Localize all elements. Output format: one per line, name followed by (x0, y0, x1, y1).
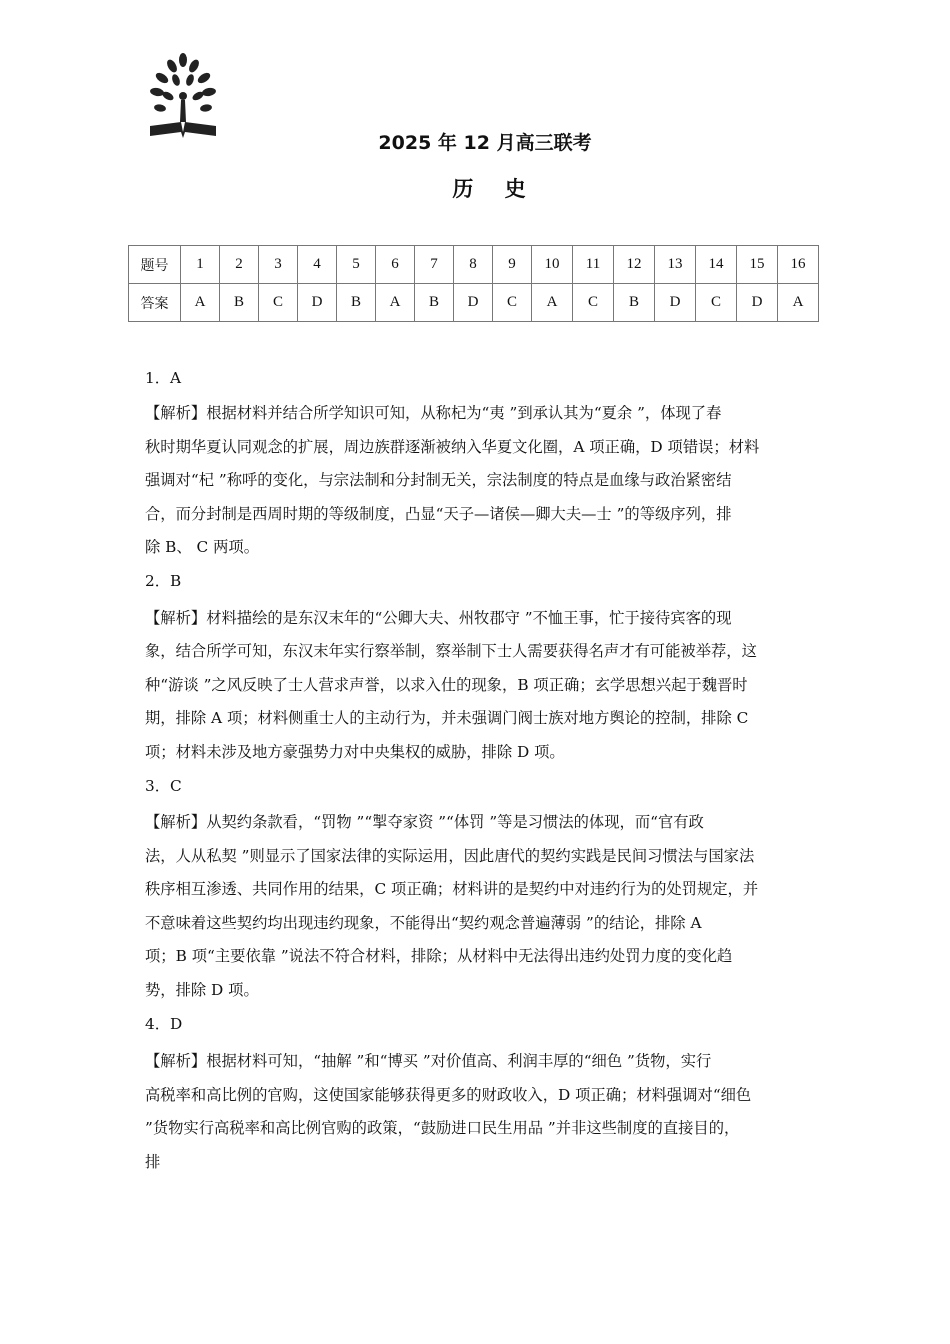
answer-cell: C (493, 284, 532, 322)
question-number-cell: 8 (454, 246, 493, 284)
question-number-cell: 11 (573, 246, 614, 284)
answer-cell: B (415, 284, 454, 322)
explanation-line: 期，排除 A 项；材料侧重士人的主动行为，并未强调门阀士族对地方舆论的控制，排除 C (145, 709, 749, 727)
explanation-line: 【解析】根据材料并结合所学知识可知，从称杞为“夷 ”到承认其为“夏余 ”，体现了春 (145, 404, 722, 422)
row-label: 题号 (129, 246, 181, 284)
question-number-cell: 1 (181, 246, 220, 284)
answer-cell: C (573, 284, 614, 322)
question-number-cell: 12 (614, 246, 655, 284)
question-number-row (129, 246, 819, 284)
question-number-cell: 15 (737, 246, 778, 284)
explanation-line: 势，排除 D 项。 (145, 981, 259, 999)
answer-cell: A (181, 284, 220, 322)
question-number-cell: 14 (696, 246, 737, 284)
answer-cell: D (655, 284, 696, 322)
question-number-cell: 3 (259, 246, 298, 284)
explanation-line: 除 B、 C 两项。 (145, 538, 260, 556)
answer-cell: A (376, 284, 415, 322)
explanation-line: 项；B 项“主要依靠 ”说法不符合材料，排除；从材料中无法得出违约处罚力度的变化趋 (145, 947, 733, 965)
question-number-cell: 6 (376, 246, 415, 284)
explanation-line: 【解析】从契约条款看，“罚物 ”“掣夺家资 ”“体罚 ”等是习惯法的体现，而“官有政 (145, 813, 704, 831)
question-number-cell: 16 (778, 246, 819, 284)
answer-cell: A (532, 284, 573, 322)
question-number-cell: 13 (655, 246, 696, 284)
question-number-cell: 10 (532, 246, 573, 284)
answer-cell: C (696, 284, 737, 322)
answer-cell: C (259, 284, 298, 322)
question-number-cell: 9 (493, 246, 532, 284)
explanation-line: ”货物实行高税率和高比例官购的政策，“鼓励进口民生用品 ”并非这些制度的直接目的， (145, 1119, 740, 1137)
question-heading: 1．A (145, 369, 182, 387)
question-number-cell: 5 (337, 246, 376, 284)
question-heading: 3．C (145, 777, 182, 795)
answer-cell: D (454, 284, 493, 322)
question-number-cell: 4 (298, 246, 337, 284)
explanation-line: 秋时期华夏认同观念的扩展，周边族群逐渐被纳入华夏文化圈，A 项正确，D 项错误；材料 (145, 438, 760, 456)
explanation-line: 强调对“杞 ”称呼的变化，与宗法制和分封制无关，宗法制度的特点是血缘与政治紧密结 (145, 471, 732, 489)
answer-cell: A (778, 284, 819, 322)
explanation-line: 高税率和高比例的官购，这使国家能够获得更多的财政收入，D 项正确；材料强调对“细色 (145, 1086, 752, 1104)
explanation-line: 种“游谈 ”之风反映了士人营求声誉，以求入仕的现象，B 项正确；玄学思想兴起于魏晋时 (145, 676, 748, 694)
question-heading: 2．B (145, 572, 182, 590)
exam-title: 2025 年 12 月高三联考 (378, 132, 592, 154)
answer-cell: B (337, 284, 376, 322)
explanation-line: 排 (145, 1153, 161, 1171)
subject-title: 历 史 (452, 177, 538, 201)
explanation-line: 【解析】根据材料可知，“抽解 ”和“博买 ”对价值高、利润丰厚的“细色 ”货物，实行 (145, 1052, 712, 1070)
question-heading: 4．D (145, 1015, 183, 1033)
answer-cell: D (737, 284, 778, 322)
question-number-cell: 7 (415, 246, 454, 284)
explanation-line: 合，而分封制是西周时期的等级制度，凸显“天子—诸侯—卿大夫—士 ”的等级序列，排 (145, 505, 732, 523)
answer-cell: B (614, 284, 655, 322)
explanation-line: 秩序相互渗透、共同作用的结果，C 项正确；材料讲的是契约中对违约行为的处罚规定，并 (145, 880, 759, 898)
explanation-line: 象，结合所学可知，东汉末年实行察举制，察举制下士人需要获得名声才有可能被举荐，这 (145, 642, 757, 660)
question-number-cell: 2 (220, 246, 259, 284)
answer-cell: D (298, 284, 337, 322)
answer-table (128, 245, 819, 322)
answer-row (129, 284, 819, 322)
explanation-line: 不意味着这些契约均出现违约现象，不能得出“契约观念普遍薄弱 ”的结论，排除 A (145, 914, 702, 932)
answer-cell: B (220, 284, 259, 322)
explanation-line: 【解析】材料描绘的是东汉末年的“公卿大夫、州牧郡守 ”不恤王事，忙于接待宾客的现 (145, 609, 732, 627)
explanation-line: 法，人从私契 ”则显示了国家法律的实际运用，因此唐代的契约实践是民间习惯法与国家法 (145, 847, 755, 865)
row-label: 答案 (129, 284, 181, 322)
explanation-line: 项；材料未涉及地方豪强势力对中央集权的威胁，排除 D 项。 (145, 743, 565, 761)
